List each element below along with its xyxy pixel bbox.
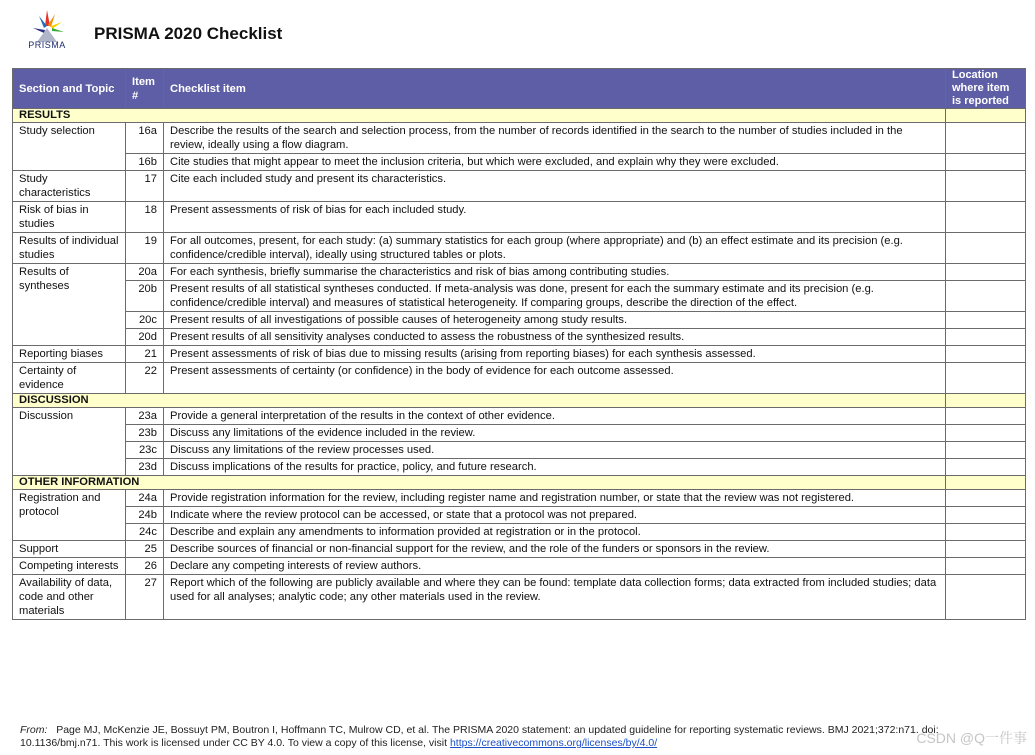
- checklist-item-text: Discuss implications of the results for practice, policy, and future research.: [164, 459, 946, 476]
- col-header-location: Location where item is reported: [946, 69, 1026, 109]
- footer-citation: [20, 724, 1020, 750]
- checklist-item-text: Discuss any limitations of the review processes used.: [164, 442, 946, 459]
- topic-cell: Certainty of evidence: [13, 363, 126, 394]
- checklist-item-text: For all outcomes, present, for each study: (a) summary statistics for each group (where appropriate) and (b) an effect estimate and its precision (e.g. confidence/credible interval), ideally using structured tables or plots.: [164, 233, 946, 264]
- topic-cell: Registration and protocol: [13, 490, 126, 541]
- checklist-item-text: Discuss any limitations of the evidence included in the review.: [164, 425, 946, 442]
- table-row: [13, 459, 1026, 476]
- item-number: 26: [126, 558, 164, 575]
- logo-text: PRISMA: [28, 40, 66, 50]
- item-number: 23c: [126, 442, 164, 459]
- checklist-item-text: Indicate where the review protocol can be accessed, or state that a protocol was not prepared.: [164, 507, 946, 524]
- location-cell[interactable]: [946, 233, 1026, 264]
- table-row: [13, 329, 1026, 346]
- topic-cell: Discussion: [13, 408, 126, 476]
- table-row: [13, 507, 1026, 524]
- item-number: 23b: [126, 425, 164, 442]
- checklist-body: [13, 109, 1026, 620]
- checklist-table: [12, 68, 1026, 620]
- item-number: 16a: [126, 123, 164, 154]
- table-row: [13, 541, 1026, 558]
- checklist-item-text: Present results of all statistical syntheses conducted. If meta-analysis was done, present for each the summary estimate and its precision (e.g. confidence/credible interval) and measures of statistical heterogeneity. If comparing groups, describe the direction of the effect.: [164, 281, 946, 312]
- section-location-cell: [946, 394, 1026, 408]
- location-cell[interactable]: [946, 558, 1026, 575]
- location-cell[interactable]: [946, 442, 1026, 459]
- col-header-section: Section and Topic: [13, 69, 126, 109]
- item-number: 20b: [126, 281, 164, 312]
- checklist-item-text: Describe the results of the search and selection process, from the number of records identified in the search to the number of studies included in the review, ideally using a flow diagram.: [164, 123, 946, 154]
- checklist-item-text: Declare any competing interests of review authors.: [164, 558, 946, 575]
- location-cell[interactable]: [946, 459, 1026, 476]
- table-row: [13, 575, 1026, 620]
- location-cell[interactable]: [946, 154, 1026, 171]
- table-row: [13, 363, 1026, 394]
- item-number: 24a: [126, 490, 164, 507]
- location-cell[interactable]: [946, 329, 1026, 346]
- table-row: [13, 281, 1026, 312]
- checklist-item-text: Present results of all investigations of possible causes of heterogeneity among study results.: [164, 312, 946, 329]
- checklist-item-text: Describe and explain any amendments to information provided at registration or in the protocol.: [164, 524, 946, 541]
- item-number: 27: [126, 575, 164, 620]
- topic-cell: Study characteristics: [13, 171, 126, 202]
- table-row: [13, 233, 1026, 264]
- location-cell[interactable]: [946, 312, 1026, 329]
- table-row: [13, 346, 1026, 363]
- checklist-item-text: Provide a general interpretation of the results in the context of other evidence.: [164, 408, 946, 425]
- checklist-item-text: Cite studies that might appear to meet the inclusion criteria, but which were excluded, and explain why they were excluded.: [164, 154, 946, 171]
- location-cell[interactable]: [946, 171, 1026, 202]
- checklist-item-text: Present assessments of risk of bias for each included study.: [164, 202, 946, 233]
- page-title: PRISMA 2020 Checklist: [94, 24, 283, 43]
- section-row: [13, 394, 1026, 408]
- section-title: OTHER INFORMATION: [13, 476, 946, 490]
- table-row: [13, 442, 1026, 459]
- table-row: [13, 171, 1026, 202]
- checklist-item-text: Report which of the following are publicly available and where they can be found: template data collection forms; data extracted from included studies; data used for all analyses; analytic code; any other materials used in the review.: [164, 575, 946, 620]
- topic-cell: Results of syntheses: [13, 264, 126, 346]
- section-location-cell: [946, 109, 1026, 123]
- item-number: 25: [126, 541, 164, 558]
- location-cell[interactable]: [946, 281, 1026, 312]
- topic-cell: Competing interests: [13, 558, 126, 575]
- location-cell[interactable]: [946, 363, 1026, 394]
- topic-cell: Reporting biases: [13, 346, 126, 363]
- table-row: [13, 154, 1026, 171]
- checklist-item-text: Provide registration information for the review, including register name and registration number, or state that the review was not registered.: [164, 490, 946, 507]
- section-location-cell: [946, 476, 1026, 490]
- item-number: 23d: [126, 459, 164, 476]
- checklist-item-text: Present assessments of certainty (or confidence) in the body of evidence for each outcome assessed.: [164, 363, 946, 394]
- item-number: 19: [126, 233, 164, 264]
- item-number: 23a: [126, 408, 164, 425]
- col-header-checklist: Checklist item: [164, 69, 946, 109]
- table-row: [13, 425, 1026, 442]
- section-row: [13, 476, 1026, 490]
- section-row: [13, 109, 1026, 123]
- location-cell[interactable]: [946, 202, 1026, 233]
- table-row: [13, 408, 1026, 425]
- section-title: RESULTS: [13, 109, 946, 123]
- checklist-item-text: Cite each included study and present its characteristics.: [164, 171, 946, 202]
- topic-cell: Availability of data, code and other materials: [13, 575, 126, 620]
- location-cell[interactable]: [946, 425, 1026, 442]
- location-cell[interactable]: [946, 346, 1026, 363]
- checklist-item-text: Present results of all sensitivity analyses conducted to assess the robustness of the synthesized results.: [164, 329, 946, 346]
- footer-citation-text: Page MJ, McKenzie JE, Bossuyt PM, Boutron I, Hoffmann TC, Mulrow CD, et al. The PRISMA 2020 statement: an updated guideline for reporting systematic reviews. BMJ 2021;372:n71. doi: 10.1136/bmj.n71. This work is licensed under CC BY 4.0. To view a copy of this license, visit: [20, 724, 939, 749]
- topic-cell: Results of individual studies: [13, 233, 126, 264]
- location-cell[interactable]: [946, 490, 1026, 507]
- topic-cell: Risk of bias in studies: [13, 202, 126, 233]
- item-number: 17: [126, 171, 164, 202]
- item-number: 20c: [126, 312, 164, 329]
- location-cell[interactable]: [946, 524, 1026, 541]
- footer-from-label: From:: [20, 724, 48, 736]
- table-row: [13, 123, 1026, 154]
- item-number: 22: [126, 363, 164, 394]
- location-cell[interactable]: [946, 123, 1026, 154]
- checklist-item-text: For each synthesis, briefly summarise the characteristics and risk of bias among contributing studies.: [164, 264, 946, 281]
- table-row: [13, 202, 1026, 233]
- table-header-row: [13, 69, 1026, 109]
- table-row: [13, 264, 1026, 281]
- table-row: [13, 490, 1026, 507]
- location-cell[interactable]: [946, 507, 1026, 524]
- item-number: 21: [126, 346, 164, 363]
- item-number: 24c: [126, 524, 164, 541]
- checklist-item-text: Describe sources of financial or non-financial support for the review, and the role of the funders or sponsors in the review.: [164, 541, 946, 558]
- checklist-item-text: Present assessments of risk of bias due to missing results (arising from reporting biases) for each synthesis assessed.: [164, 346, 946, 363]
- location-cell[interactable]: [946, 575, 1026, 620]
- item-number: 20d: [126, 329, 164, 346]
- watermark: CSDN @Q一件事: [916, 730, 1027, 746]
- location-cell[interactable]: [946, 541, 1026, 558]
- table-row: [13, 312, 1026, 329]
- location-cell[interactable]: [946, 408, 1026, 425]
- topic-cell: Study selection: [13, 123, 126, 171]
- table-row: [13, 558, 1026, 575]
- table-row: [13, 524, 1026, 541]
- col-header-item: Item #: [126, 69, 164, 109]
- item-number: 16b: [126, 154, 164, 171]
- section-title: DISCUSSION: [13, 394, 946, 408]
- topic-cell: Support: [13, 541, 126, 558]
- item-number: 18: [126, 202, 164, 233]
- item-number: 20a: [126, 264, 164, 281]
- location-cell[interactable]: [946, 264, 1026, 281]
- license-link[interactable]: https://creativecommons.org/licenses/by/4.0/: [449, 737, 658, 749]
- page-header: [0, 0, 1035, 62]
- item-number: 24b: [126, 507, 164, 524]
